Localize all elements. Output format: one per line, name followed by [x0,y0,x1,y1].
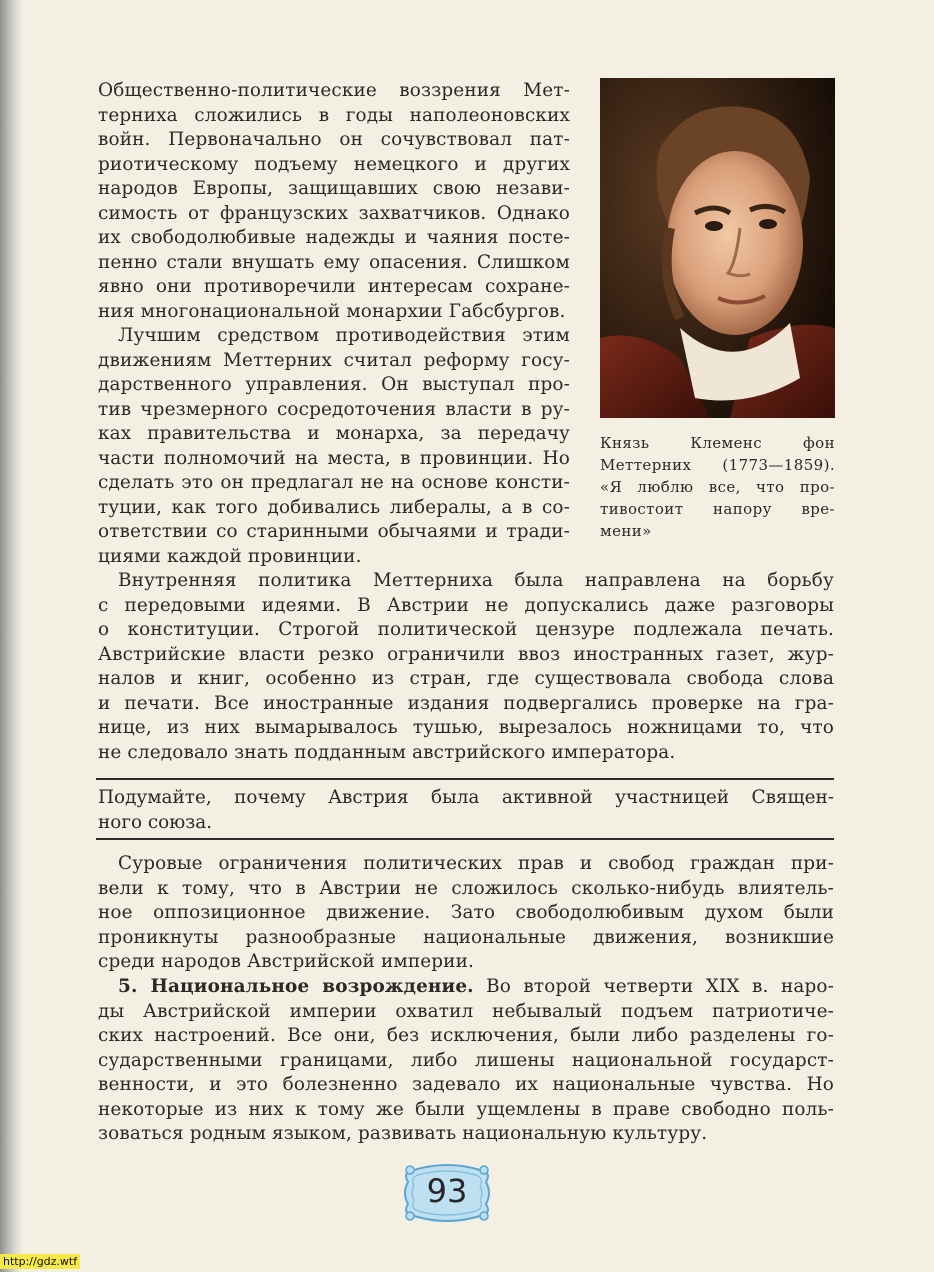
text-line: туции, как того добивались либералы, а в со- [98,496,570,518]
paragraph-restrictions [98,852,834,975]
text-line: сударственными границами, либо лишены национальной государст- [98,1049,834,1071]
text-fragment: Во второй четверти XIX в. наро- [473,976,834,997]
text-line [98,975,834,1000]
text-line: Общественно-политические воззрения Мет- [98,80,570,101]
section-heading-national-revival: 5. Национальное возрождение. [118,976,474,997]
question-top-rule [96,778,834,780]
text-line: с передовыми идеями. В Австрии не допускались даже разговоры [98,594,834,616]
text-line: среди народов Австрийской империи. [98,951,474,972]
paragraph-views-of-metternich [98,79,570,324]
text-line: некоторые из них к тому же были ущемлены в праве свободно поль- [98,1098,834,1120]
text-line: не следовало знать подданным австрийского императора. [98,741,676,763]
text-line: о конституции. Строгой политической цензуре подлежала печать. [98,619,834,640]
caption-line: Меттерних (1773—1859). [600,456,835,474]
text-line: вели к тому, что в Австрии не сложилось сколько-нибудь влиятель- [98,877,834,899]
text-line: ное оппозиционное движение. Зато свободолюбивым духом были [98,902,834,923]
text-line: циями каждой провинции. [98,545,362,567]
watermark-link[interactable]: http://gdz.wtf [0,1254,80,1269]
page-number-badge [400,1158,494,1228]
text-line: и печати. Все иностранные издания подвергались проверке на гра- [98,692,834,714]
paragraph-reform-of-governance [98,324,570,569]
question-line: ного союза. [98,811,213,833]
caption-line: мени» [600,522,652,540]
text-line: ответствии со старинными обычаями и тради- [98,521,570,542]
text-line: их свободолюбивые надежды и чаяния посте- [98,227,570,248]
caption-line: Князь Клеменс фон [600,434,835,452]
caption-line: «Я люблю все, что про- [600,478,835,496]
text-line: народов Европы, защищавших свою незави- [98,178,570,199]
text-line: нице, из них вымарывалось тушью, вырезалось ножницами то, что [98,717,834,738]
text-line: налов и книг, особенно из стран, где существовала свобода слова [98,668,834,689]
question-line: Подумайте, почему Австрия была активной участницей Священ- [98,787,834,808]
text-line: Суровые ограничения политических прав и свобод граждан при- [118,853,834,874]
text-line: венности, и это болезненно задевало их национальные чувства. Но [98,1074,834,1095]
text-line: ния многонациональной монархии Габсбургов. [98,300,566,322]
text-line: проникнуты разнообразные национальные движения, возникшие [98,926,834,948]
text-line: сделать это он предлагал не на основе консти- [98,472,570,493]
portrait-caption [600,432,835,542]
question-box [98,786,834,835]
portrait-metternich [600,78,835,418]
book-spine-shadow [0,0,22,1272]
text-line: войн. Первоначально он сочувствовал пат- [98,129,570,150]
text-line: Лучшим средством противодействия этим [118,325,570,346]
text-line: терниха сложились в годы наполеоновских [98,104,570,126]
caption-line: тивостоит напору вре- [600,500,835,518]
text-line: риотическому подъему немецкого и других [98,153,570,175]
paragraph-national-revival [98,975,834,1147]
text-line: ды Австрийской империи охватил небывалый подъем патриотиче- [98,1000,834,1022]
text-line: Внутренняя политика Меттерниха была направлена на борьбу [118,570,834,591]
text-line: тив чрезмерного сосредоточения власти в ру- [98,398,570,420]
paragraph-domestic-policy [98,569,834,765]
text-line: зоваться родным языком, развивать национальную культуру. [98,1123,708,1144]
question-bottom-rule [96,838,834,840]
page-number: 93 [426,1172,468,1210]
text-line: ках правительства и монарха, за передачу [98,423,570,444]
text-line: движениям Меттерних считал реформу госу- [98,349,570,371]
portrait-image [600,78,835,418]
text-line: дарственного управления. Он выступал про- [98,374,570,395]
text-line: симость от французских захватчиков. Однако [98,202,570,224]
text-line: явно они противоречили интересам сохране- [98,276,570,297]
text-line: части полномочий на места, в провинции. Но [98,447,570,469]
text-line: Австрийские власти резко ограничили ввоз иностранных газет, жур- [98,643,834,665]
text-line: ских настроений. Все они, без исключения, были либо разделены го- [98,1025,834,1046]
text-line: пенно стали внушать ему опасения. Слишком [98,251,570,273]
